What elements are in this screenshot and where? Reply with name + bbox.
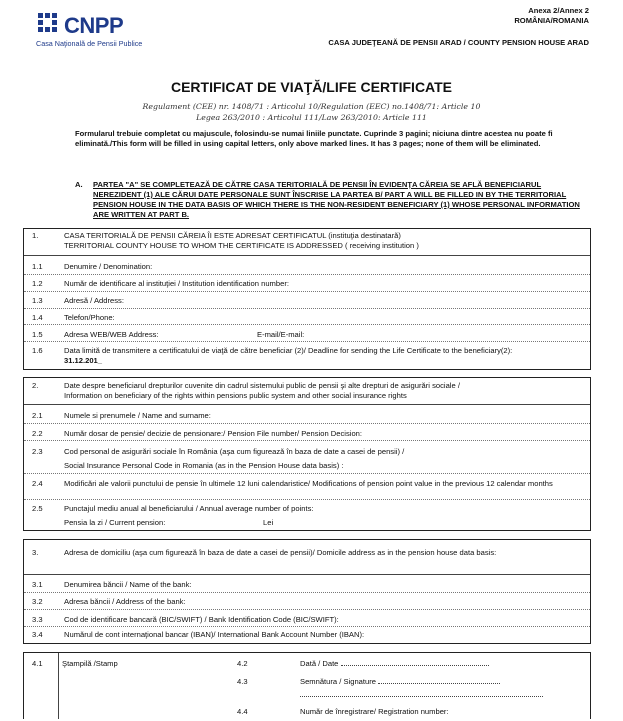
logo-subtitle: Casa Naţională de Pensii Publice (36, 39, 143, 48)
block-2-heading2: Information on beneficiary of the rights within pensions public system and other social insurance rights (64, 391, 407, 400)
field-denomination[interactable]: Denumire / Denomination: (64, 262, 153, 271)
field-average-points[interactable]: Punctajul mediu anual al beneficiarului / Annual average number of points: (64, 504, 314, 513)
section-a-label: A. (75, 180, 83, 189)
currency-lei: Lei (263, 518, 274, 527)
domicile-address[interactable]: Adresa de domiciliu (aşa cum figurează în baza de date a casei de pensii)/ Domicile address as in the pension house data basis: (64, 548, 497, 557)
row-num: 4.1 (32, 659, 43, 668)
row-num: 1.6 (32, 346, 43, 355)
annex-line2: ROMÂNIA/ROMANIA (514, 16, 589, 25)
block-1-heading2: TERRITORIAL COUNTY HOUSE TO WHOM THE CERTIFICATE IS ADDRESSED ( receiving institution ) (64, 241, 419, 250)
row-num: 4.2 (237, 659, 248, 668)
row-num: 4.4 (237, 707, 248, 716)
page-title: CERTIFICAT DE VIAŢĂ/LIFE CERTIFICATE (170, 79, 453, 95)
block-2-heading1: Date despre beneficiarul drepturilor cuvenite din cadrul sistemului public de pensii şi alte drepturi de asigurări sociale / (64, 381, 460, 390)
regulation-line1: Regulament (CEE) nr. 1408/71 : Articolul 10/Regulation (EEC) no.1408/71: Article 10 (142, 102, 481, 111)
regulations (0, 101, 623, 123)
row-num: 2.5 (32, 504, 43, 513)
block-2-num: 2. (32, 381, 39, 390)
field-phone[interactable]: Telefon/Phone: (64, 313, 115, 322)
field-bank-address[interactable]: Adresa băncii / Address of the bank: (64, 597, 186, 606)
signature-field[interactable] (300, 677, 500, 686)
field-bank-name[interactable]: Denumirea băncii / Name of the bank: (64, 580, 192, 589)
field-social-code[interactable]: Cod personal de asigurări sociale în România (aşa cum figurează în baza de date a casei de pensii) / (64, 447, 405, 456)
field-name[interactable]: Numele si prenumele / Name and surname: (64, 411, 211, 420)
row-num: 1.2 (32, 279, 43, 288)
date-label: Dată / Date (300, 659, 339, 668)
row-num: 3.4 (32, 630, 43, 639)
block-2 (23, 377, 591, 531)
signature-line (378, 677, 500, 684)
regulation-line2: Legea 263/2010 : Articolul 111/Law 263/2010: Article 111 (196, 113, 427, 122)
field-social-code-en: Social Insurance Personal Code in Romania (as in the Pension House data basis) : (64, 461, 344, 470)
field-pension-file[interactable]: Număr dosar de pensie/ decizie de pensionare:/ Pension File number/ Pension Decision: (64, 429, 363, 438)
row-num: 3.3 (32, 615, 43, 624)
section-a-text: PARTEA "A" SE COMPLETEAZĂ DE CĂTRE CASA TERITORIALĂ DE PENSII ÎN EVIDENŢA CĂREIA SE AFLĂ BENEFICIARUL NEREZIDENT (1) ALE CĂRUI DATE PERSONALE SUNT ÎNSCRISE LA PARTEA B/ PART A WILL BE FILLED IN BY THE TERRITORIAL PENSION HOUSE IN THE DATA BASIS OF WHICH THERE IS THE NON-RESIDENT BENEFICIARY (1) WHOSE PERSONAL INFORMATION ARE WRITTEN AT PART B. (93, 180, 580, 219)
block-1-heading1: CASA TERITORIALĂ DE PENSII CĂREIA ÎI ESTE ADRESAT CERTIFICATUL (instituţia destinatară) (64, 231, 401, 240)
block-1-num: 1. (32, 231, 39, 240)
row-num: 1.3 (32, 296, 43, 305)
row-num: 4.3 (237, 677, 248, 686)
field-iban[interactable]: Numărul de cont internaţional bancar (IBAN)/ International Bank Account Number (IBAN): (64, 630, 365, 639)
stamp-area: Ştampilă /Stamp (62, 659, 118, 668)
date-field[interactable] (300, 659, 489, 668)
row-num: 1.4 (32, 313, 43, 322)
county-house: CASA JUDEŢEANĂ DE PENSII ARAD / COUNTY PENSION HOUSE ARAD (328, 38, 589, 47)
row-num: 2.2 (32, 429, 43, 438)
block-3-num: 3. (32, 548, 39, 557)
signature-line-2 (300, 690, 543, 697)
logo-text: CNPP (64, 13, 124, 38)
row-num: 2.4 (32, 479, 43, 488)
field-email[interactable]: E-mail/E-mail: (257, 330, 305, 339)
row-num: 1.5 (32, 330, 43, 339)
date-line (341, 659, 489, 666)
row-num: 2.3 (32, 447, 43, 456)
field-web-address[interactable]: Adresa WEB/WEB Address: (64, 330, 159, 339)
cnpp-logo-icon (36, 11, 60, 35)
block-4 (23, 652, 591, 719)
deadline-value[interactable]: 31.12.201_ (64, 356, 103, 365)
annex-line1: Anexa 2/Annex 2 (528, 6, 589, 15)
field-point-modifications[interactable]: Modificări ale valorii punctului de pensie în ultimele 12 luni calendaristice/ Modifications of pension point value in the previous 12 calendar months (64, 479, 553, 488)
signature-label: Semnătura / Signature (300, 677, 376, 686)
field-current-pension[interactable]: Pensia la zi / Current pension: (64, 518, 166, 527)
field-deadline: Data limită de transmitere a certificatului de viaţă de către beneficiar (2)/ Deadline for sending the Life Certificate to the beneficiary(2): (64, 346, 513, 355)
annex-label (514, 6, 589, 26)
block-1 (23, 228, 591, 370)
field-institution-id[interactable]: Număr de identificare al instituţiei / Institution identification number: (64, 279, 289, 288)
row-num: 2.1 (32, 411, 43, 420)
field-bic-swift[interactable]: Cod de identificare bancară (BIC/SWIFT) / Bank Identification Code (BIC/SWIFT): (64, 615, 339, 624)
field-address[interactable]: Adresă / Address: (64, 296, 124, 305)
block-3 (23, 539, 591, 644)
intro-text: Formularul trebuie completat cu majuscule, folosindu-se numai liniile punctate. Cuprinde 3 pagini; niciuna dintre acestea nu poate fi eliminată./This form will be filled in using capital letters, only above marked lines. It has 3 pages; none of them will be eliminated. (75, 129, 553, 148)
registration-number-field[interactable]: Număr de înregistrare/ Registration number: (300, 707, 449, 716)
row-num: 1.1 (32, 262, 43, 271)
row-num: 3.1 (32, 580, 43, 589)
row-num: 3.2 (32, 597, 43, 606)
